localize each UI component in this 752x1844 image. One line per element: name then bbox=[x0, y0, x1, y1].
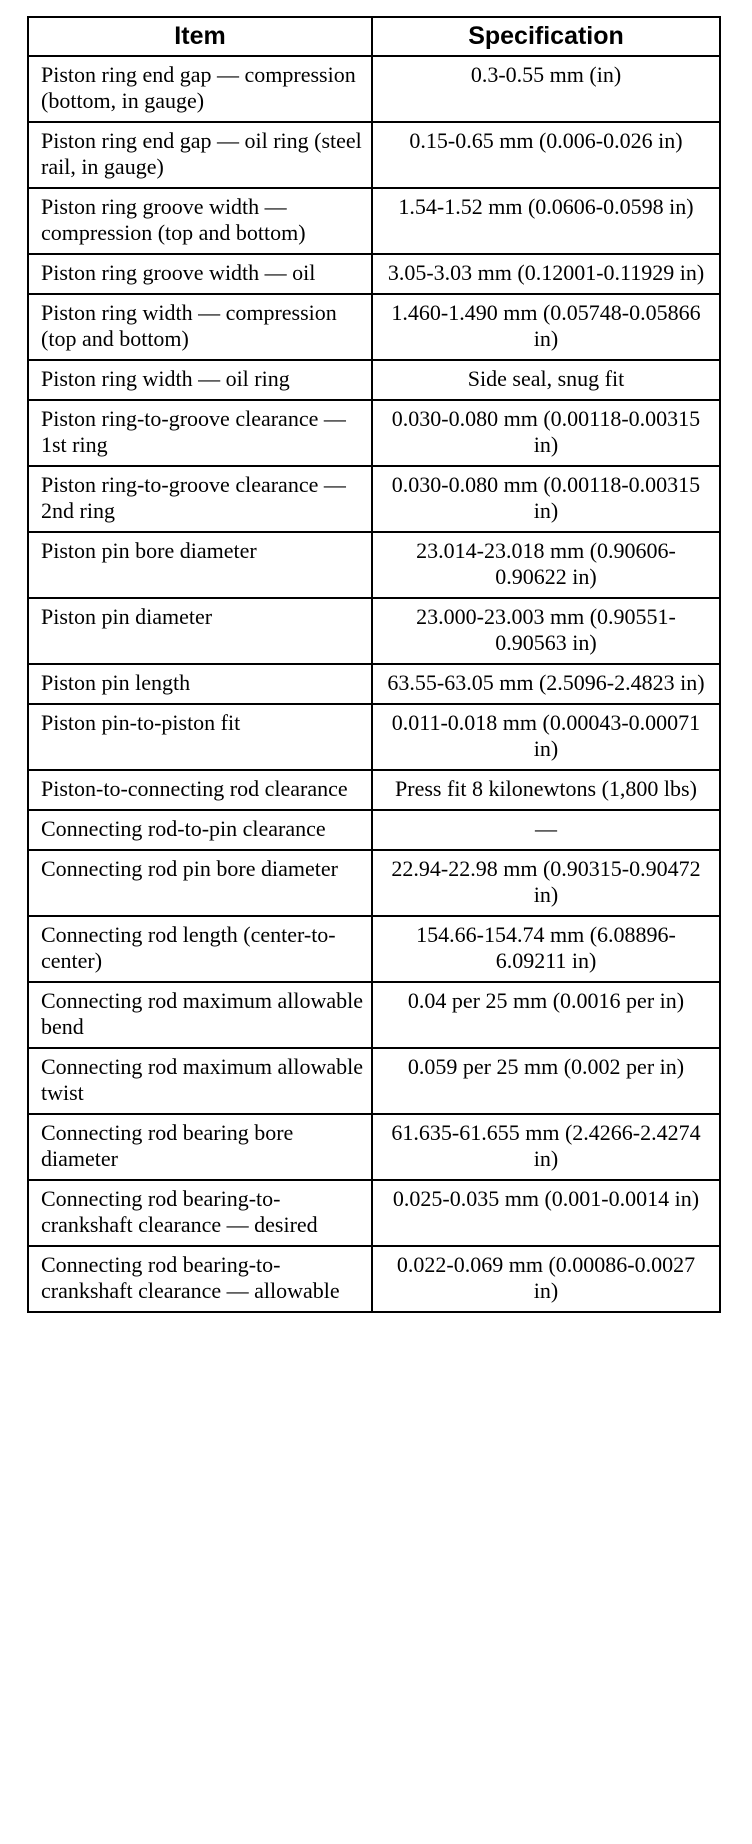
spec-cell: 61.635-61.655 mm (2.4266-2.4274 in) bbox=[372, 1114, 720, 1180]
item-cell: Piston ring end gap — oil ring (steel rail, in gauge) bbox=[28, 122, 372, 188]
spec-cell: 0.030-0.080 mm (0.00118-0.00315 in) bbox=[372, 466, 720, 532]
spec-cell: — bbox=[372, 810, 720, 850]
spec-cell: 0.022-0.069 mm (0.00086-0.0027 in) bbox=[372, 1246, 720, 1312]
table-row bbox=[28, 400, 720, 466]
table-row bbox=[28, 598, 720, 664]
item-cell: Connecting rod length (center-to-center) bbox=[28, 916, 372, 982]
table-row bbox=[28, 1180, 720, 1246]
item-cell: Piston ring width — oil ring bbox=[28, 360, 372, 400]
item-cell: Connecting rod pin bore diameter bbox=[28, 850, 372, 916]
spec-cell: 0.030-0.080 mm (0.00118-0.00315 in) bbox=[372, 400, 720, 466]
item-cell: Piston-to-connecting rod clearance bbox=[28, 770, 372, 810]
table-row bbox=[28, 360, 720, 400]
table-row bbox=[28, 466, 720, 532]
table-row bbox=[28, 810, 720, 850]
specification-table bbox=[27, 16, 721, 1313]
table-row bbox=[28, 704, 720, 770]
item-cell: Connecting rod bearing bore diameter bbox=[28, 1114, 372, 1180]
table-row bbox=[28, 664, 720, 704]
spec-cell: Press fit 8 kilonewtons (1,800 lbs) bbox=[372, 770, 720, 810]
spec-cell: 23.000-23.003 mm (0.90551-0.90563 in) bbox=[372, 598, 720, 664]
item-cell: Connecting rod bearing-to-crankshaft clearance — allowable bbox=[28, 1246, 372, 1312]
table-row bbox=[28, 188, 720, 254]
item-cell: Piston pin bore diameter bbox=[28, 532, 372, 598]
spec-cell: 0.025-0.035 mm (0.001-0.0014 in) bbox=[372, 1180, 720, 1246]
item-cell: Piston ring groove width — oil bbox=[28, 254, 372, 294]
table-row bbox=[28, 294, 720, 360]
item-cell: Piston ring end gap — compression (bottom, in gauge) bbox=[28, 56, 372, 122]
item-cell: Piston ring-to-groove clearance — 2nd ring bbox=[28, 466, 372, 532]
spec-cell: Side seal, snug fit bbox=[372, 360, 720, 400]
item-cell: Piston ring groove width — compression (top and bottom) bbox=[28, 188, 372, 254]
item-cell: Piston ring-to-groove clearance — 1st ring bbox=[28, 400, 372, 466]
item-cell: Piston pin length bbox=[28, 664, 372, 704]
table-row bbox=[28, 122, 720, 188]
item-cell: Piston pin-to-piston fit bbox=[28, 704, 372, 770]
table-row bbox=[28, 770, 720, 810]
specification-column-header: Specification bbox=[372, 17, 720, 56]
header-row bbox=[28, 17, 720, 56]
item-column-header: Item bbox=[28, 17, 372, 56]
spec-cell: 3.05-3.03 mm (0.12001-0.11929 in) bbox=[372, 254, 720, 294]
item-cell: Connecting rod bearing-to-crankshaft clearance — desired bbox=[28, 1180, 372, 1246]
spec-cell: 0.011-0.018 mm (0.00043-0.00071 in) bbox=[372, 704, 720, 770]
table-header bbox=[28, 17, 720, 56]
spec-cell: 22.94-22.98 mm (0.90315-0.90472 in) bbox=[372, 850, 720, 916]
item-cell: Piston ring width — compression (top and bottom) bbox=[28, 294, 372, 360]
spec-cell: 0.3-0.55 mm (in) bbox=[372, 56, 720, 122]
table-row bbox=[28, 1114, 720, 1180]
item-cell: Piston pin diameter bbox=[28, 598, 372, 664]
item-cell: Connecting rod-to-pin clearance bbox=[28, 810, 372, 850]
table-row bbox=[28, 982, 720, 1048]
spec-cell: 0.059 per 25 mm (0.002 per in) bbox=[372, 1048, 720, 1114]
spec-cell: 63.55-63.05 mm (2.5096-2.4823 in) bbox=[372, 664, 720, 704]
table-row bbox=[28, 56, 720, 122]
table-row bbox=[28, 254, 720, 294]
table-row bbox=[28, 916, 720, 982]
table-row bbox=[28, 1246, 720, 1312]
spec-cell: 154.66-154.74 mm (6.08896-6.09211 in) bbox=[372, 916, 720, 982]
table-body bbox=[28, 56, 720, 1312]
table-row bbox=[28, 850, 720, 916]
table-row bbox=[28, 1048, 720, 1114]
table-row bbox=[28, 532, 720, 598]
item-cell: Connecting rod maximum allowable twist bbox=[28, 1048, 372, 1114]
item-cell: Connecting rod maximum allowable bend bbox=[28, 982, 372, 1048]
spec-cell: 1.460-1.490 mm (0.05748-0.05866 in) bbox=[372, 294, 720, 360]
spec-cell: 0.15-0.65 mm (0.006-0.026 in) bbox=[372, 122, 720, 188]
spec-cell: 23.014-23.018 mm (0.90606-0.90622 in) bbox=[372, 532, 720, 598]
spec-cell: 1.54-1.52 mm (0.0606-0.0598 in) bbox=[372, 188, 720, 254]
spec-cell: 0.04 per 25 mm (0.0016 per in) bbox=[372, 982, 720, 1048]
